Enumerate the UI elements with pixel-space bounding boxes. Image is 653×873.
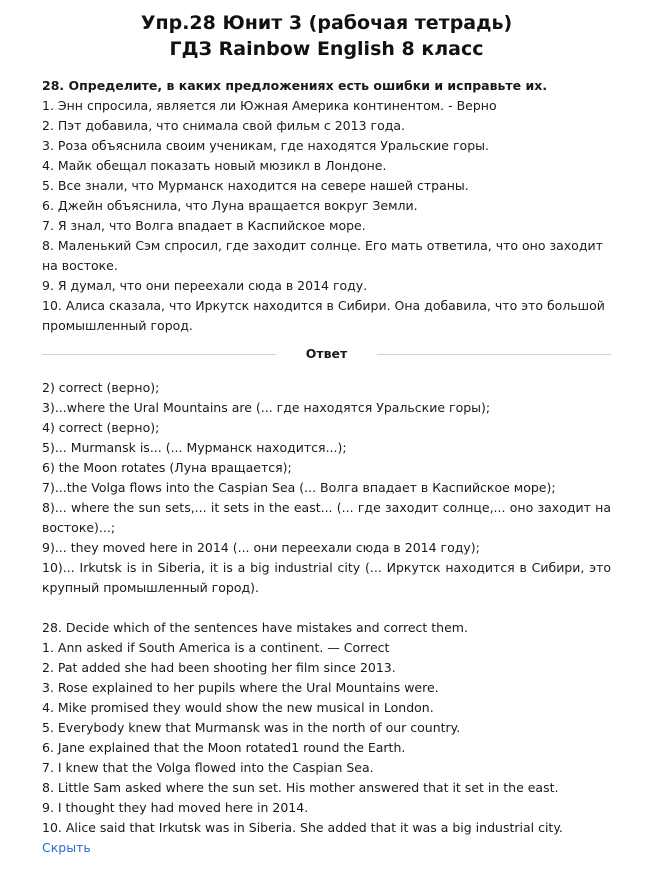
answer-label: Ответ (305, 346, 348, 361)
page-title (42, 0, 611, 62)
hide-link[interactable]: Скрыть (42, 840, 91, 855)
list-item: 9. Я думал, что они переехали сюда в 2014 году. (42, 278, 368, 293)
list-item: 2) correct (верно); (42, 380, 160, 395)
list-item: 5. Все знали, что Мурманск находится на севере нашей страны. (42, 178, 469, 193)
list-item: 4. Майк обещал показать новый мюзикл в Лондоне. (42, 158, 387, 173)
divider-rule-left (42, 354, 276, 355)
title-line-2: ГДЗ Rainbow English 8 класс (169, 38, 484, 60)
list-item: 9. I thought they had moved here in 2014. (42, 800, 309, 815)
list-item: 10. Alice said that Irkutsk was in Siberia. She added that it was a big industrial city. (42, 820, 563, 835)
list-item: 3)...where the Ural Mountains are (... где находятся Уральские горы); (42, 400, 491, 415)
list-item: 6. Джейн объяснила, что Луна вращается вокруг Земли. (42, 198, 418, 213)
list-item: 3. Rose explained to her pupils where the Ural Mountains were. (42, 680, 439, 695)
list-item: 8)... where the sun sets,... it sets in the east... (... где заходит солнце,... оно заходит на востоке)...; (42, 500, 611, 535)
list-item: 3. Роза объяснила своим ученикам, где находятся Уральские горы. (42, 138, 489, 153)
list-item: 6) the Moon rotates (Луна вращается); (42, 460, 292, 475)
english-sentences (42, 638, 611, 838)
list-item: 4) correct (верно); (42, 420, 160, 435)
list-item: 8. Маленький Сэм спросил, где заходит солнце. Его мать ответила, что оно заходит на востоке. (42, 238, 603, 273)
english-heading: 28. Decide which of the sentences have mistakes and correct them. (42, 620, 468, 635)
list-item: 7. I knew that the Volga flowed into the Caspian Sea. (42, 760, 374, 775)
list-item: 2. Пэт добавила, что снимала свой фильм с 2013 года. (42, 118, 406, 133)
list-item: 5)... Murmansk is... (... Мурманск находится...); (42, 440, 347, 455)
list-item: 8. Little Sam asked where the sun set. His mother answered that it set in the east. (42, 780, 559, 795)
list-item: 1. Энн спросила, является ли Южная Америка континентом. - Верно (42, 98, 497, 113)
list-item: 5. Everybody knew that Murmansk was in the north of our country. (42, 720, 461, 735)
list-item: 10)... Irkutsk is in Siberia, it is a big industrial city (... Иркутск находится в Сибири, это крупный промышленный город). (42, 560, 611, 595)
list-item: 9)... they moved here in 2014 (... они переехали сюда в 2014 году); (42, 540, 480, 555)
russian-sentences (42, 96, 611, 336)
list-item: 10. Алиса сказала, что Иркутск находится в Сибири. Она добавила, что это большой промышленный город. (42, 298, 605, 333)
list-item: 6. Jane explained that the Moon rotated1 round the Earth. (42, 740, 406, 755)
answer-divider (42, 344, 611, 364)
task-heading: 28. Определите, в каких предложениях есть ошибки и исправьте их. (42, 78, 548, 93)
list-item: 1. Ann asked if South America is a continent. — Correct (42, 640, 390, 655)
title-line-1: Упр.28 Юнит 3 (рабочая тетрадь) (140, 12, 513, 34)
list-item: 4. Mike promised they would show the new musical in London. (42, 700, 434, 715)
spacer (42, 598, 611, 618)
answer-lines (42, 378, 611, 598)
list-item: 2. Pat added she had been shooting her film since 2013. (42, 660, 396, 675)
list-item: 7)...the Volga flows into the Caspian Sea (... Волга впадает в Каспийское море); (42, 480, 556, 495)
list-item: 7. Я знал, что Волга впадает в Каспийское море. (42, 218, 366, 233)
divider-rule-right (377, 354, 611, 355)
